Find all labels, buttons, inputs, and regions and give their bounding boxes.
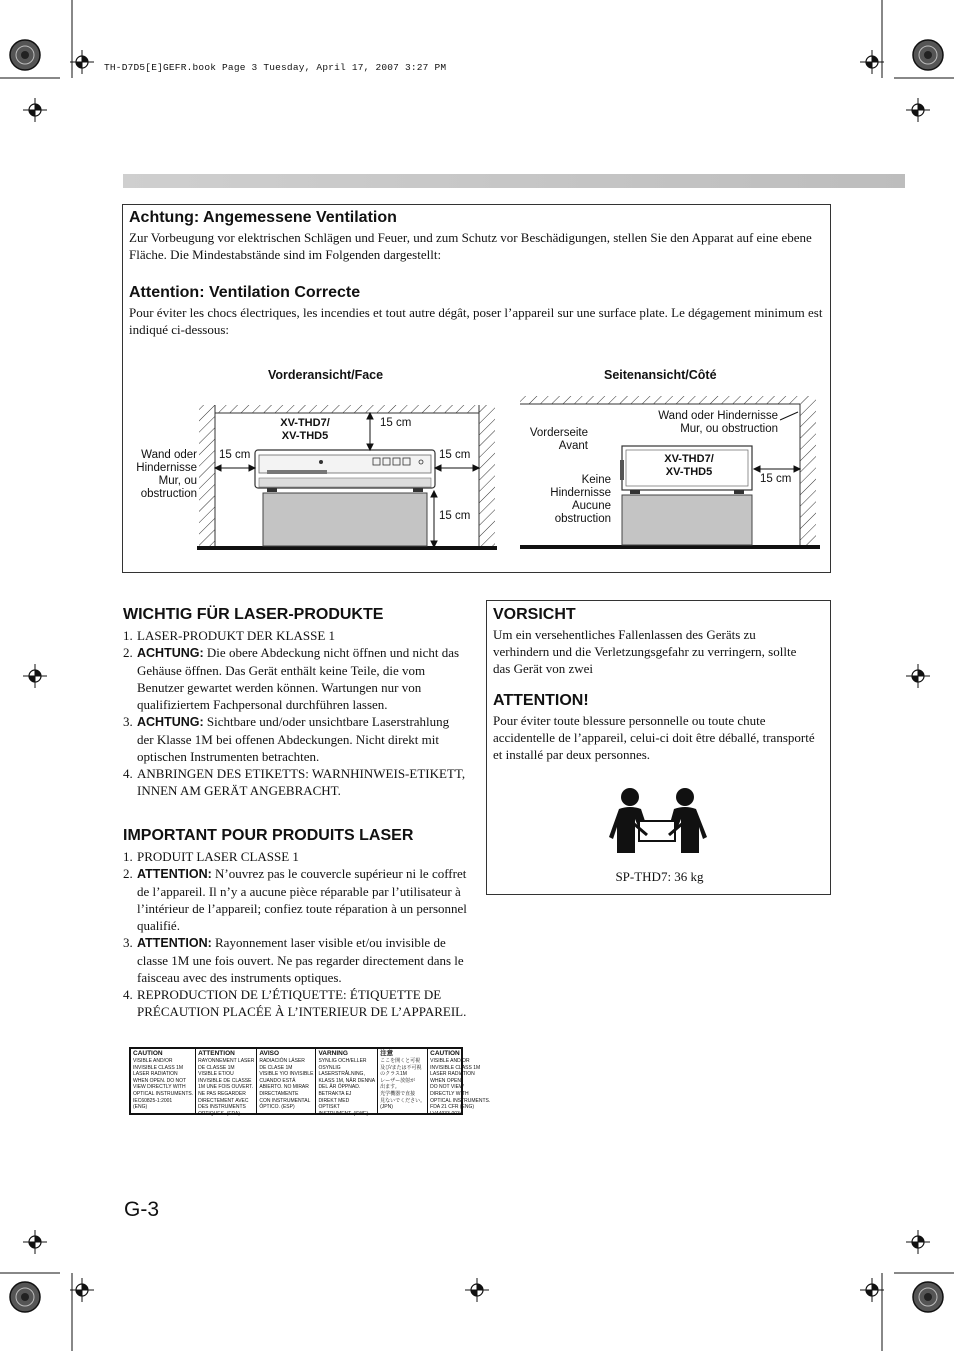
label-cell-line: ÓPTICO. (ESP) — [259, 1104, 295, 1111]
laser-fr-section — [123, 827, 468, 1020]
front-view-wall-4: obstruction — [140, 488, 197, 500]
label-cell-line: RADIACIÓN LÁSER — [259, 1058, 305, 1064]
vorsicht-de-text: Um ein versehentliches Fallenlassen des Geräts zu verhindern und die Verletzungsgefahr zu verringern, sollte das Gerät von zwei — [493, 627, 797, 676]
vorsicht-fr-text: Pour éviter toute blessure personnelle ou toute chute accidentelle de l’appareil, celui-ci doit être déballé, transporté et installé par deux personnes. — [493, 713, 815, 762]
ventilation-fr-text: Pour éviter les chocs électriques, les incendies et tout autre dégât, poser l’appareil sur une surface plate. Le dégagement minimum est indiqué ci-dessous: — [129, 305, 823, 337]
label-cell-line: DIRECTLY WITH — [430, 1090, 469, 1097]
label-cell-line: OPTICAL INSTRUMENTS. — [133, 1090, 194, 1097]
front-view-right-clearance: 15 cm — [439, 449, 471, 461]
front-view-title: Vorderansicht/Face — [268, 368, 384, 382]
list-item-number: 3. — [123, 714, 133, 729]
label-cell-line: DEL ÄR ÖPPNAD. — [318, 1084, 361, 1091]
label-cell-line: INVISIBLE CLASS 1M — [430, 1064, 481, 1071]
label-cell-heading: AVISO — [259, 1050, 280, 1057]
top-grey-bar — [123, 174, 905, 188]
side-view-front-2: Avant — [558, 440, 588, 452]
list-item-number: 2. — [123, 866, 133, 881]
list-item-number: 2. — [123, 645, 133, 660]
list-item-number: 1. — [123, 849, 133, 864]
label-cell-line: LASERSTRÅLNING, — [318, 1071, 365, 1078]
label-cell-line: VISIBLE AND/OR — [430, 1058, 470, 1064]
list-item-text: PRODUIT LASER CLASSE 1 — [137, 849, 299, 864]
front-view-wall-label — [128, 449, 197, 501]
label-cell — [131, 1049, 196, 1113]
label-cell-line: VISIBLE ET/OU — [198, 1071, 234, 1078]
list-item-warning: ACHTUNG: — [137, 646, 204, 660]
label-cell — [196, 1049, 257, 1117]
label-cell-line: VISIBLE AND/OR — [133, 1058, 173, 1064]
side-view-wall-1: Wand oder Hindernisse — [658, 410, 778, 422]
list-item-warning: ACHTUNG: — [137, 715, 204, 729]
label-cell-line: DE CLASSE 1M — [198, 1064, 235, 1071]
vorsicht-de-title: VORSICHT — [493, 606, 576, 623]
list-item-text: Sichtbare und/oder unsichtbare Laserstrahlung der Klasse 1M bei offenen Abdeckungen. Nicht direkt mit optischen Instrumenten betrachten. — [137, 714, 450, 764]
label-cell-line: CON INSTRUMENTAL — [259, 1097, 311, 1104]
label-cell-line: FDA 21 CFR (ENG) — [430, 1104, 475, 1111]
weight-caption: SP-THD7: 36 kg — [615, 869, 704, 884]
list-item — [123, 765, 468, 799]
front-view-left-clearance: 15 cm — [219, 449, 251, 461]
front-view-wall-2: Hindernisse — [136, 462, 197, 474]
label-cell-line: OPTIQUES. (FRA) — [198, 1110, 241, 1117]
label-cell-line: 光学機器で直接 — [380, 1090, 416, 1097]
label-cell-line: DIRECTEMENT AVEC — [198, 1097, 249, 1104]
side-view-none-3: Aucune — [571, 500, 611, 512]
two-person-lift-icon — [611, 787, 711, 853]
list-item — [123, 848, 468, 865]
laser-de-title: WICHTIG FÜR LASER-PRODUKTE — [123, 606, 384, 623]
laser-de-list — [123, 627, 468, 799]
laser-fr-title: IMPORTANT POUR PRODUITS LASER — [123, 827, 414, 844]
label-cell-line: OPTISKT — [318, 1104, 340, 1111]
label-cell-heading: VARNING — [318, 1050, 348, 1057]
list-item-text: Rayonnement laser visible et/ou invisible de classe 1M une fois ouvert. Ne pas regarder directement dans le faisceau avec des instruments optiques. — [137, 935, 464, 985]
list-item — [123, 986, 468, 1020]
label-cell-line: 及び/または不可視 — [380, 1064, 422, 1071]
label-cell-heading: ATTENTION — [198, 1050, 235, 1057]
label-cell-line: OPTICAL INSTRUMENTS. — [430, 1097, 491, 1104]
label-cell-line: DES INSTRUMENTS — [198, 1104, 246, 1111]
label-cell-line: DO NOT VIEW — [430, 1084, 464, 1091]
front-view-model — [275, 417, 335, 443]
list-item-number: 1. — [123, 628, 133, 643]
list-item — [123, 644, 468, 713]
label-cell-line: CUANDO ESTÁ — [259, 1077, 296, 1084]
side-view-model — [649, 453, 729, 479]
side-view-clearance: 15 cm — [760, 473, 792, 485]
label-cell — [428, 1049, 492, 1117]
label-cell-line: LV44933-003A — [430, 1110, 464, 1117]
label-cell-line: INVISIBLE DE CLASSE — [198, 1077, 252, 1084]
label-cell-line: DIRECTAMENTE — [259, 1090, 299, 1097]
label-cell-line: LASER RADIATION — [430, 1071, 475, 1078]
laser-fr-list — [123, 848, 468, 1020]
label-cell-line: INVISIBLE CLASS 1M — [133, 1064, 184, 1071]
ventilation-fr-title: Attention: Ventilation Correcte — [129, 284, 361, 301]
side-view-none-1: Keine — [581, 474, 611, 486]
label-cell-line: ここを開くと可視 — [380, 1058, 421, 1064]
label-cell-line: INSTRUMENT. (SWE) — [318, 1110, 369, 1117]
label-cell-line: ABIERTO. NO MIRAR — [259, 1084, 309, 1091]
list-item-warning: ATTENTION: — [137, 936, 212, 950]
label-cell-line: WHEN OPEN. — [430, 1077, 463, 1084]
list-item — [123, 865, 468, 934]
side-view-model-2: XV-THD5 — [665, 466, 713, 478]
list-item-text: Die obere Abdeckung nicht öffnen und nicht das Gehäuse öffnen. Das Gerät enthält keine Teile, die vom Benutzer gewartet werden können. Wartungen nur von qualifiziertem Fachpersonal durchführen lassen. — [137, 645, 460, 712]
side-view-wall-label — [630, 410, 778, 436]
label-cell-line: NE PAS REGARDER — [198, 1090, 246, 1097]
label-cell-line: レーザー放射が — [380, 1077, 416, 1084]
side-view-wall-2: Mur, ou obstruction — [680, 423, 778, 435]
list-item-number: 4. — [123, 766, 133, 781]
label-cell-line: KLASS 1M, NÄR DENNA — [318, 1077, 376, 1084]
page-number: G-3 — [124, 1198, 160, 1221]
vorsicht-box — [486, 600, 831, 895]
side-view-none-4: obstruction — [554, 513, 611, 525]
label-cell — [257, 1049, 316, 1113]
list-item-text: REPRODUCTION DE L’ÉTIQUETTE: ÉTIQUETTE DE PRÉCAUTION PLACÉE À L’INTERIEUR DE L’APPAREIL. — [137, 987, 467, 1019]
label-cell-line: WHEN OPEN. DO NOT — [133, 1077, 187, 1084]
vorsicht-fr-title: ATTENTION! — [493, 692, 589, 709]
side-view-title: Seitenansicht/Côté — [604, 368, 717, 382]
label-cell-line: (JPN) — [380, 1104, 393, 1111]
front-view-model-2: XV-THD5 — [281, 430, 329, 442]
list-item — [123, 627, 468, 644]
label-cell-line: LASER RADIATION — [133, 1071, 178, 1078]
laser-de-section — [123, 606, 468, 799]
label-cell-line: IEC60825-1:2001 — [133, 1097, 173, 1104]
front-view-model-1: XV-THD7/ — [280, 417, 330, 429]
front-view-wall-3: Mur, ou — [158, 475, 197, 487]
laser-warning-label — [129, 1047, 491, 1117]
label-cell-line: RAYONNEMENT LASER — [198, 1058, 255, 1064]
label-cell-line: VIEW DIRECTLY WITH — [133, 1084, 186, 1091]
label-cell-line: 出ます。 — [380, 1084, 400, 1091]
side-view-front-label — [508, 427, 588, 453]
list-item — [123, 713, 468, 765]
label-cell-heading: CAUTION — [133, 1050, 163, 1057]
list-item — [123, 934, 468, 986]
label-cell — [316, 1049, 378, 1117]
list-item-number: 4. — [123, 987, 133, 1002]
label-cell-line: 見ないでください。 — [380, 1097, 426, 1104]
label-cell — [378, 1049, 428, 1113]
label-cell-line: BETRAKTA EJ — [318, 1090, 352, 1097]
front-view-bottom-clearance: 15 cm — [439, 510, 471, 522]
list-item-text: ANBRINGEN DES ETIKETTS: WARNHINWEIS-ETIKETT, INNEN AM GERÄT ANGEBRACHT. — [137, 766, 466, 798]
label-cell-line: SYNLIG OCH/ELLER — [318, 1058, 367, 1064]
front-view-top-clearance: 15 cm — [380, 417, 412, 429]
ventilation-de-text: Zur Vorbeugung vor elektrischen Schlägen und Feuer, und zum Schutz vor Beschädigungen, stellen Sie den Apparat auf eine ebene Fläche. Die Mindestabstände sind im Folgenden dargestellt: — [129, 230, 812, 262]
side-view-front-1: Vorderseite — [529, 427, 588, 439]
label-cell-heading: CAUTION — [430, 1050, 460, 1057]
label-cell-line: 1M UNE FOIS OUVERT. — [198, 1084, 254, 1091]
list-item-warning: ATTENTION: — [137, 867, 212, 881]
label-cell-line: のクラス1M — [380, 1071, 407, 1078]
side-view-no-obstruction-label — [520, 474, 611, 526]
label-cell-line: DIREKT MED — [318, 1097, 350, 1104]
ventilation-de-title: Achtung: Angemessene Ventilation — [129, 209, 397, 226]
list-item-text: LASER-PRODUKT DER KLASSE 1 — [137, 628, 336, 643]
book-header-line: TH-D7D5[E]GEFR.book Page 3 Tuesday, April 17, 2007 3:27 PM — [104, 62, 447, 73]
front-view-diagram — [197, 400, 497, 555]
label-cell-line: (ENG) — [133, 1104, 148, 1111]
label-cell-heading: 注意 — [380, 1050, 394, 1057]
list-item-text: N’ouvrez pas le couvercle supérieur ni le coffret de l’appareil. Il n’y a aucune pièce réparable par l’utilisateur à l’intérieur de l’appareil; confiez toute réparation à un personnel qualifié. — [137, 866, 467, 933]
label-cell-line: DE CLASE 1M — [259, 1064, 293, 1071]
list-item-number: 3. — [123, 935, 133, 950]
side-view-model-1: XV-THD7/ — [664, 453, 714, 465]
side-view-none-2: Hindernisse — [550, 487, 611, 499]
label-cell-line: OSYNLIG — [318, 1064, 341, 1071]
front-view-wall-1: Wand oder — [141, 449, 197, 461]
label-cell-line: VISIBLE Y/O INVISIBLE — [259, 1071, 314, 1078]
